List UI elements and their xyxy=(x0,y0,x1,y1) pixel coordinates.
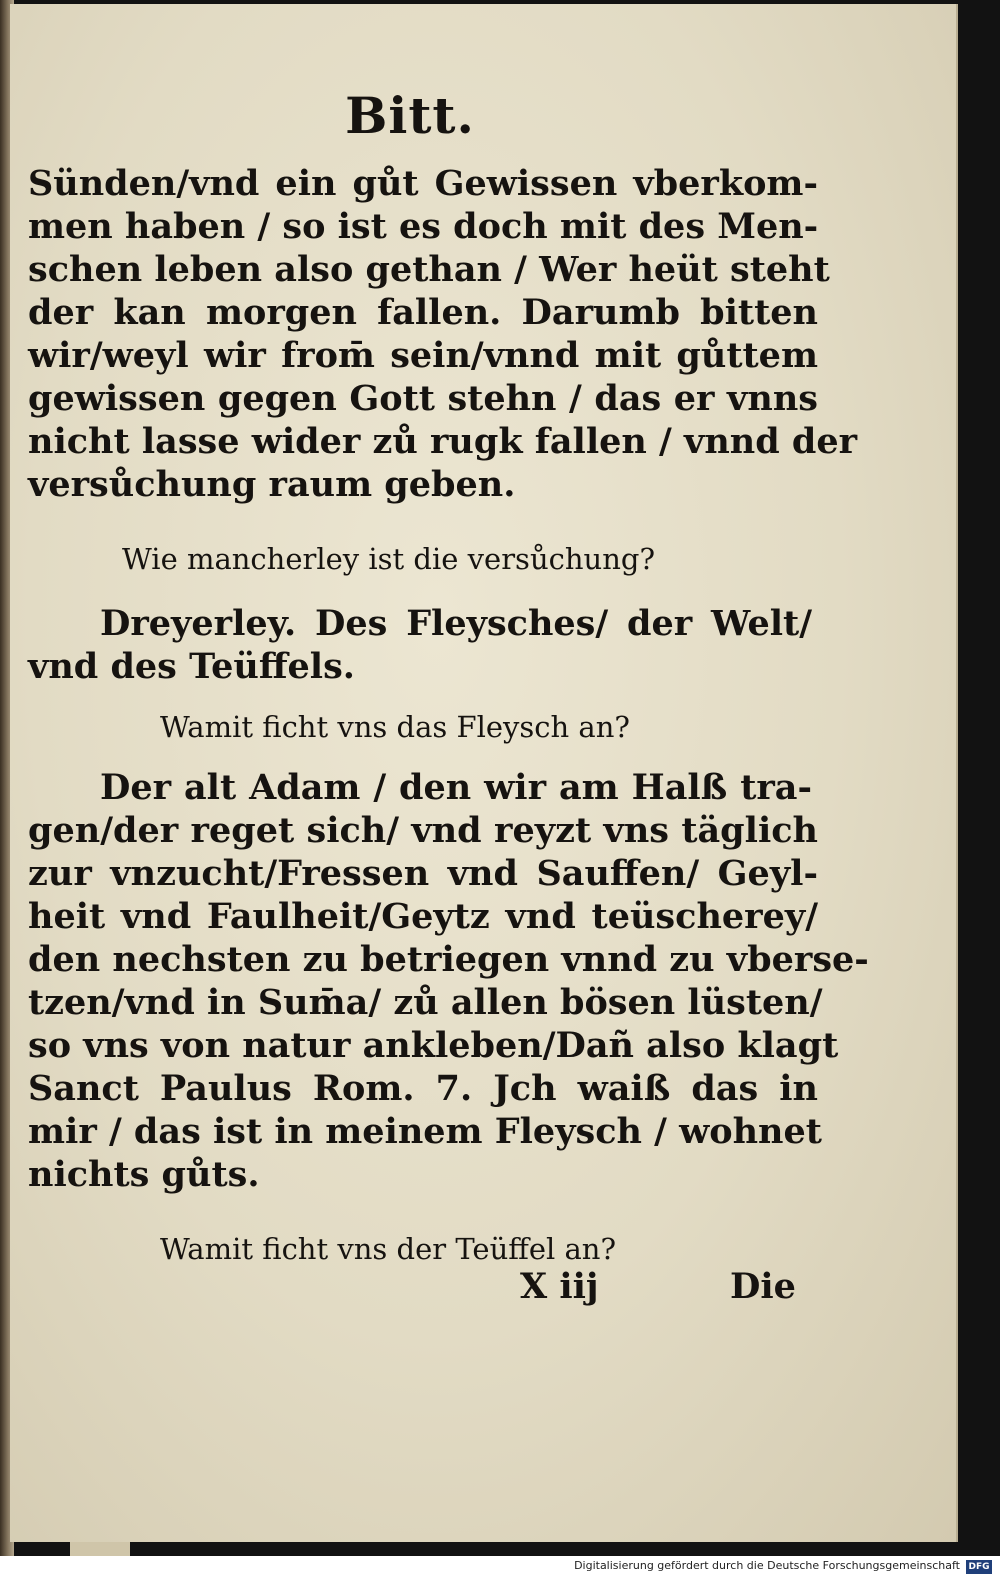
answer-1 xyxy=(100,602,812,645)
catchword: Die xyxy=(730,1266,796,1307)
question-3: Wamit ficht vns der Teüffel an? xyxy=(160,1232,617,1266)
answer-1-end xyxy=(28,645,818,688)
text-line: nicht lasse wider zů rugk fallen / vnnd der xyxy=(28,421,858,462)
text-line: der kan morgen fallen. Darumb bitten xyxy=(28,292,818,333)
signature-mark: X iij xyxy=(520,1266,599,1307)
text-line: schen leben also gethan / Wer heüt steht xyxy=(28,249,830,290)
text-line: nichts gůts. xyxy=(28,1154,260,1195)
text-line: Dreyerley. Des Fleysches/ der Welt/ xyxy=(100,603,812,644)
footer-bar xyxy=(0,1556,1000,1579)
text-line: gen/der reget sich/ vnd reyzt vns täglich xyxy=(28,810,818,851)
text-line: gewissen gegen Gott stehn / das er vnns xyxy=(28,378,818,419)
text-line: zur vnzucht/Fressen vnd Sauffen/ Geyl- xyxy=(28,853,818,894)
running-head: Bitt. xyxy=(345,86,475,145)
text-line: Der alt Adam / den wir am Halß tra- xyxy=(100,767,812,808)
text-line: versůchung raum geben. xyxy=(28,464,516,505)
paragraph-1 xyxy=(28,162,858,506)
funding-credit: Digitalisierung gefördert durch die Deutsche Forschungsgemeinschaft xyxy=(574,1559,960,1572)
question-1: Wie mancherley ist die versůchung? xyxy=(122,542,656,576)
text-line: heit vnd Faulheit/Geytz vnd teüscherey/ xyxy=(28,896,818,937)
text-line: tzen/vnd in Sum̄a/ zů allen bösen lüsten/ xyxy=(28,982,823,1023)
dfg-logo-icon: DFG xyxy=(966,1560,992,1574)
text-line: Sünden/vnd ein gůt Gewissen vberkom- xyxy=(28,163,818,204)
text-line: so vns von natur ankleben/Dañ also klagt xyxy=(28,1025,839,1066)
text-line: wir/weyl wir from̄ sein/vnnd mit gůttem xyxy=(28,335,818,376)
answer-2 xyxy=(28,809,869,1196)
question-2: Wamit ficht vns das Fleysch an? xyxy=(160,710,630,744)
text-line: mir / das ist in meinem Fleysch / wohnet xyxy=(28,1111,822,1152)
text-line: men haben / so ist es doch mit des Men- xyxy=(28,206,819,247)
text-line: Sanct Paulus Rom. 7. Jch waiß das in xyxy=(28,1068,818,1109)
text-line: den nechsten zu betriegen vnnd zu vberse- xyxy=(28,939,869,980)
answer-2-first xyxy=(100,766,812,809)
book-page xyxy=(10,4,958,1542)
text-line: vnd des Teüffels. xyxy=(28,646,355,687)
